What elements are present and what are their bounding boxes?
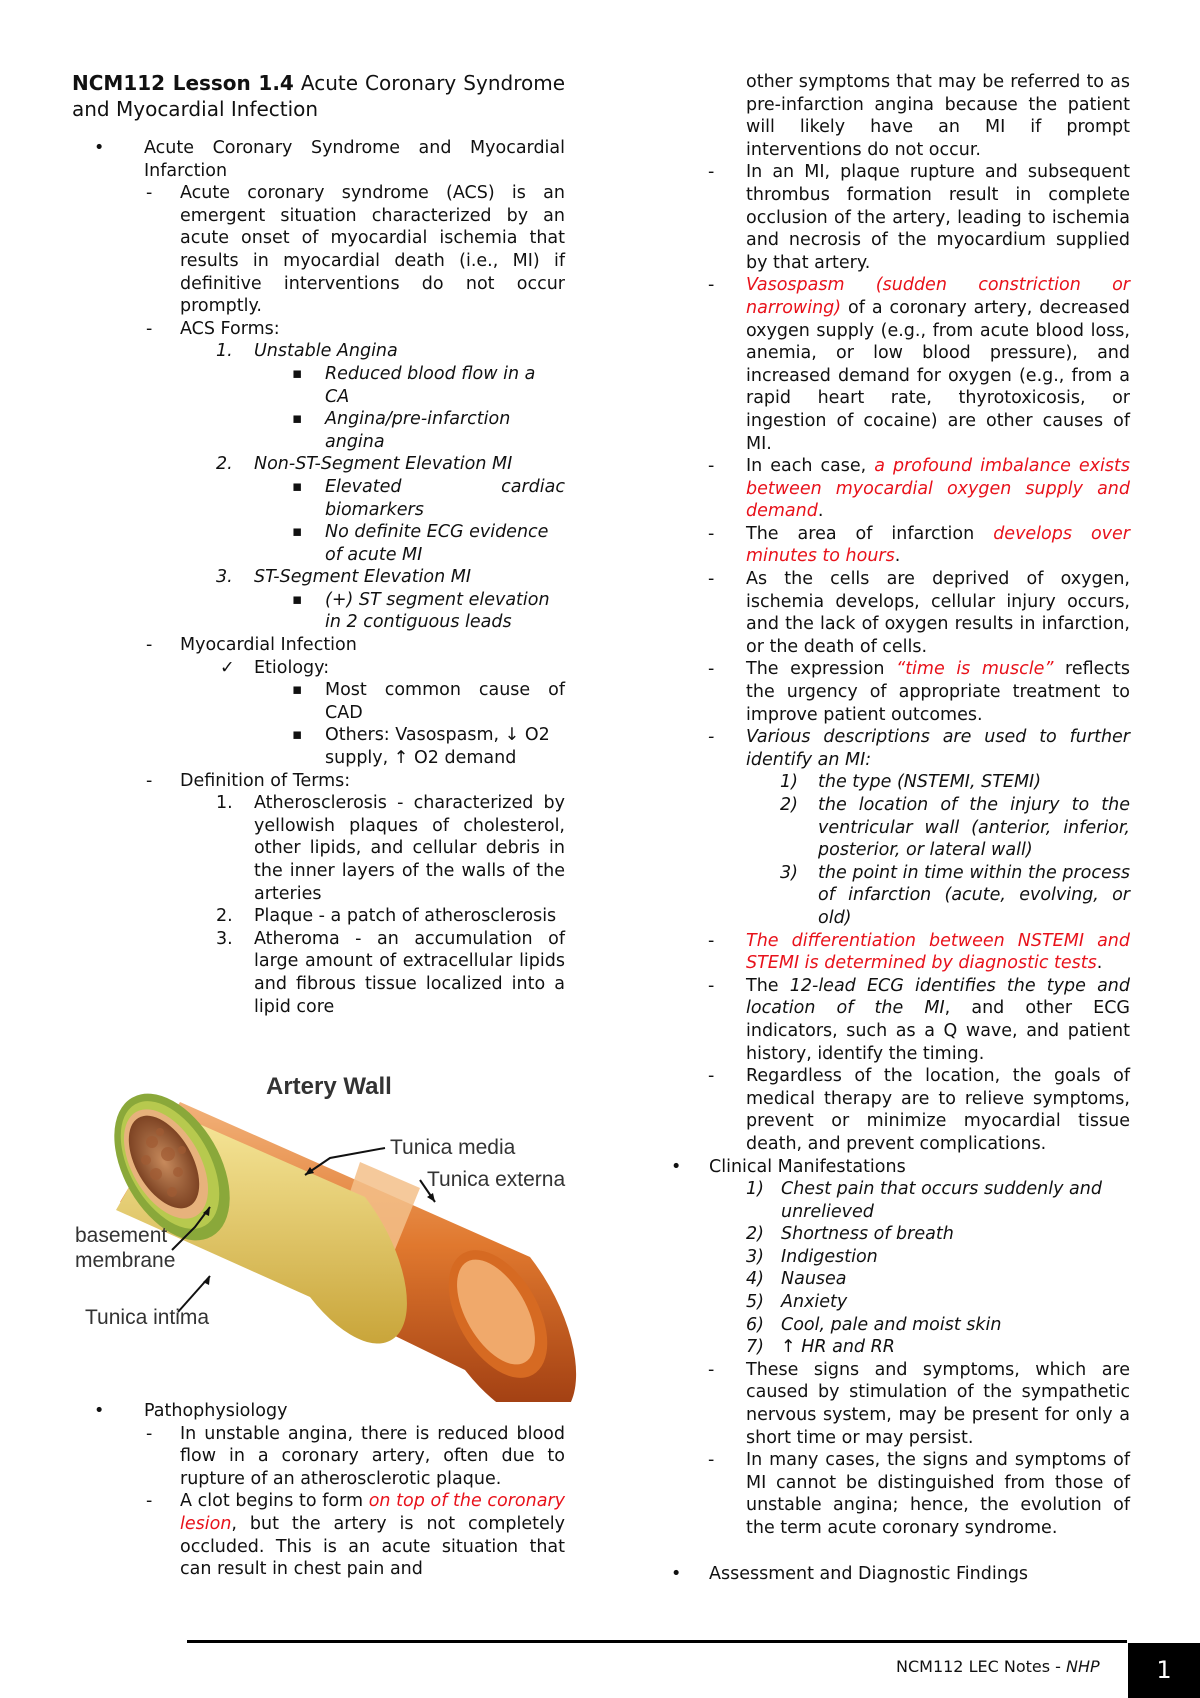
form-1-point-b: ▪ Angina/pre-infarction angina [72,408,565,453]
manifestation-4: 4) Nausea [746,1269,847,1290]
mi-cell-deprivation: - As the cells are deprived of oxygen, ischemia develops, cellular injury occurs, and the lack of oxygen results in infarction, or the death of cells. [668,568,1130,658]
footer-rule [187,1640,1127,1643]
mi-imbalance: - In each case, a profound imbalance exists between myocardial oxygen supply and demand. [668,455,1130,523]
clinical-manifestations-heading: • Clinical Manifestations [668,1156,1130,1179]
section-acs-heading: • Acute Coronary Syndrome and Myocardial Infarction [72,137,565,182]
document-title [72,70,565,122]
patho-point-1: - In unstable angina, there is reduced blood flow in a coronary artery, often due to rupture of an atherosclerotic plaque. [72,1423,565,1491]
mi-infarction-area: - The area of infarction develops over minutes to hours. [668,523,1130,568]
pathophysiology-heading: • Pathophysiology [72,1400,565,1423]
acs-definition: - Acute coronary syndrome (ACS) is an emergent situation characterized by an acute onset of myocardial ischemia that results in myocardial death (i.e., MI) if definitive interventions do not occur promptly. [72,182,565,318]
etiology-label: ✓ Etiology: [72,657,565,680]
form-1: 1. Unstable Angina [216,341,398,362]
mi-description-1: 1) the type (NSTEMI, STEMI) [780,772,1042,793]
mi-descriptions: - Various descriptions are used to further identify an MI: [668,726,1130,771]
footer-text: NCM112 LEC Notes - NHP [896,1657,1100,1676]
mi-time-is-muscle: - The expression “time is muscle” reflects the urgency of appropriate treatment to improve patient outcomes. [668,658,1130,726]
form-2: 2. Non-ST-Segment Elevation MI [216,454,513,475]
mi-other-causes: - Vasospasm (sudden constriction or narrowing) of a coronary artery, decreased oxygen supply (e.g., from acute blood loss, anemia, or low blood pressure), and increased demand for oxygen (e.g., from a rapid heart rate, thyrotoxicosis, or ingestion of cocaine) are other causes of MI. [668,274,1130,455]
etiology-2: ▪ Others: Vasospasm, ↓ O2 supply, ↑ O2 demand [72,724,565,769]
patho-point-2: - A clot begins to form on top of the coronary lesion, but the artery is not completely occluded. This is an acute situation that can result in chest pain and [72,1490,565,1580]
form-3-point-a: ▪ (+) ST segment elevation in 2 contiguous leads [72,589,565,634]
mi-ecg: - The 12-lead ECG identifies the type and location of the MI, and other ECG indicators, such as a Q wave, and patient history, identify the timing. [668,975,1130,1065]
mi-heading: - Myocardial Infection [72,634,565,657]
figure-title: Artery Wall [266,1073,392,1100]
label-tunica-externa: Tunica externa [427,1168,566,1191]
definitions-label: - Definition of Terms: [72,770,565,793]
manifestation-7: 7) ↑ HR and RR [746,1337,895,1358]
left-column [72,70,565,1018]
manifestation-1: 1) Chest pain that occurs suddenly and unrelieved [746,1179,1102,1222]
form-3: 3. ST-Segment Elevation MI [216,567,472,588]
title-rest: Acute Coronary Syndrome and Myocardial Infection [72,71,565,121]
mi-plaque-rupture: - In an MI, plaque rupture and subsequent thrombus formation result in complete occlusion of the artery, leading to ischemia and necrosis of the myocardium supplied by that artery. [668,161,1130,274]
label-membrane: membrane [75,1249,176,1272]
manifestation-3: 3) Indigestion [746,1246,878,1267]
page-number: 1 [1128,1643,1200,1698]
label-tunica-media: Tunica media [390,1136,516,1159]
left-column-bottom [72,1400,565,1581]
form-1-point-a: ▪ Reduced blood flow in a CA [72,363,565,408]
definition-1: 1. Atherosclerosis - characterized by yellowish plaques of cholesterol, other lipids, and cellular debris in the inner layers of the walls of the arteries [216,793,565,904]
title-bold: NCM112 Lesson 1.4 [72,71,294,95]
mi-description-2: 2) the location of the injury to the ventricular wall (anterior, inferior, posterior, or lateral wall) [780,795,1130,861]
mi-therapy-goals: - Regardless of the location, the goals of medical therapy are to relieve symptoms, prevent or minimize myocardial tissue death, and prevent complications. [668,1065,1130,1155]
artery-wall-figure [60,1062,580,1402]
manifestation-2: 2) Shortness of breath [746,1224,954,1245]
mi-description-3: 3) the point in time within the process of infarction (acute, evolving, or old) [780,862,1130,928]
right-column [668,71,1130,1585]
assessment-heading: • Assessment and Diagnostic Findings [668,1563,1130,1586]
definition-3: 3. Atheroma - an accumulation of large amount of extracellular lipids and fibrous tissue localized into a lipid core [216,928,565,1017]
acs-forms-label: - ACS Forms: [72,318,565,341]
definition-2: 2. Plaque - a patch of atherosclerosis [216,906,557,927]
footer-author: NHP [1066,1657,1100,1676]
label-basement: basement [75,1224,168,1247]
manifestations-note-1: - These signs and symptoms, which are caused by stimulation of the sympathetic nervous system, may be present for only a short time or may persist. [668,1359,1130,1449]
label-tunica-intima: Tunica intima [85,1306,210,1329]
manifestation-5: 5) Anxiety [746,1292,848,1313]
manifestation-6: 6) Cool, pale and moist skin [746,1314,1002,1335]
form-2-point-b: ▪ No definite ECG evidence of acute MI [72,521,565,566]
patho-continued: other symptoms that may be referred to as pre-infarction angina because the patient will likely have an MI if prompt interventions do not occur. [746,72,1130,160]
etiology-1: ▪ Most common cause of CAD [72,679,565,724]
manifestations-note-2: - In many cases, the signs and symptoms of MI cannot be distinguished from those of unstable angina; hence, the evolution of the term acute coronary syndrome. [668,1449,1130,1539]
form-2-point-a: ▪ Elevated cardiac biomarkers [72,476,565,521]
mi-differentiation: - The differentiation between NSTEMI and STEMI is determined by diagnostic tests. [668,930,1130,975]
artery-wall-illustration [60,1062,580,1402]
